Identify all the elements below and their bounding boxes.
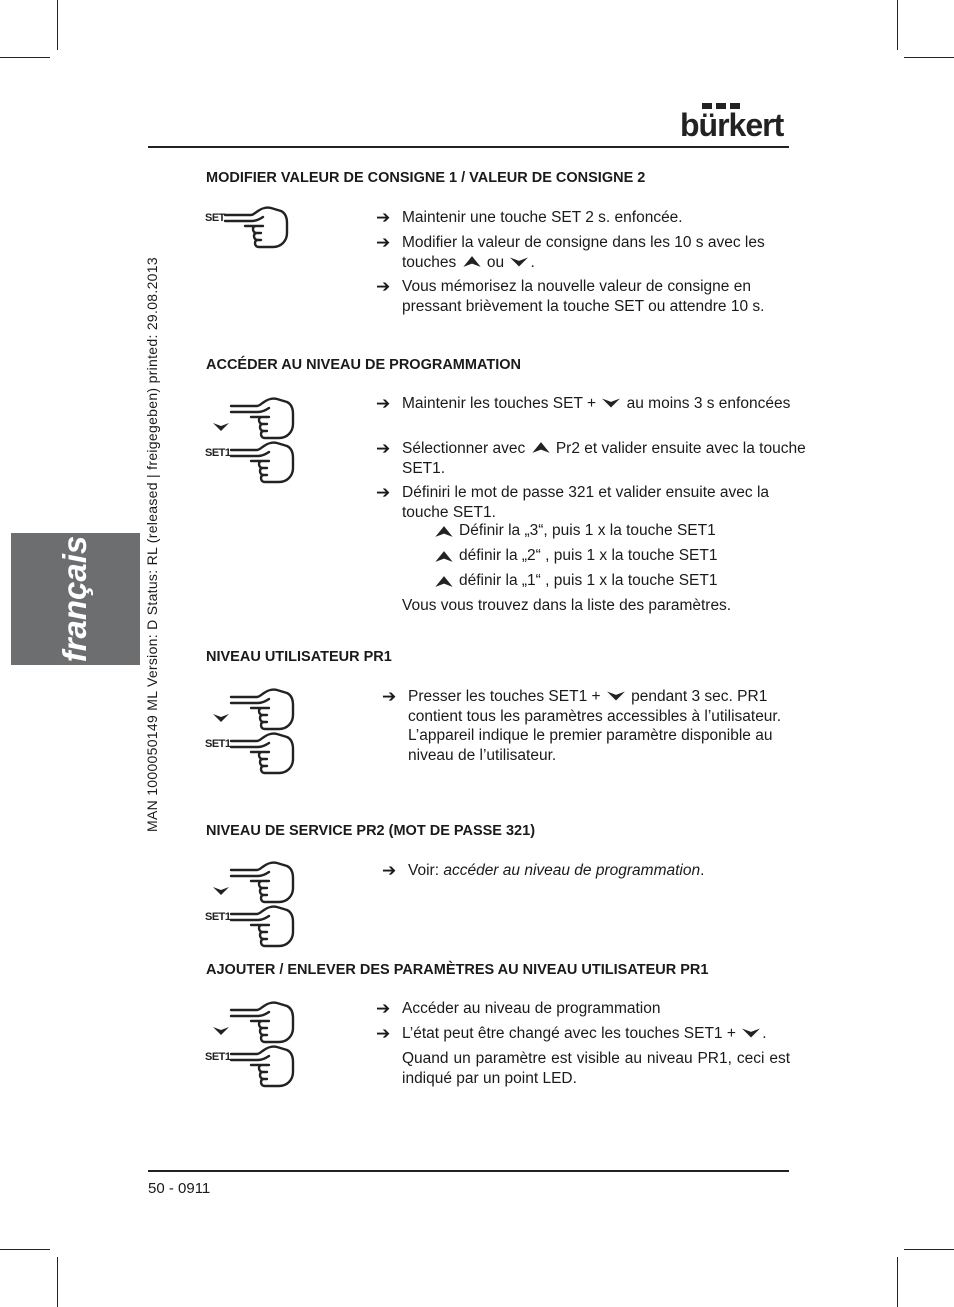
down-chevron-icon <box>213 422 229 432</box>
step: ➔ Sélectionner avec Pr2 et valider ensuite avec la touche SET1. <box>376 439 807 478</box>
set1-key-label: SET1 <box>205 738 231 750</box>
pointing-hand-icon <box>229 1000 297 1044</box>
down-chevron-icon <box>510 256 528 268</box>
link-text: accéder au niveau de programmation <box>443 862 701 879</box>
pointing-hand-icon <box>229 1044 297 1088</box>
step: ➔ Maintenir les touches SET + au moins 3 s enfoncées <box>376 394 802 414</box>
pointing-hand-icon <box>229 904 297 948</box>
pointing-hand-icon <box>229 396 297 440</box>
step: ➔ Modifier la valeur de consigne dans les 10 s avec les touches ou . <box>376 233 802 272</box>
section-heading: MODIFIER VALEUR DE CONSIGNE 1 / VALEUR DE CONSIGNE 2 <box>206 170 646 186</box>
set1-key-label: SET1 <box>205 447 231 459</box>
up-triangle-icon <box>463 255 481 268</box>
crop-mark <box>57 0 58 50</box>
step: ➔ Maintenir une touche SET 2 s. enfoncée. <box>376 208 802 228</box>
document-meta: MAN 1000050149 ML Version: D Status: RL (released | freigegeben) printed: 29.08.2013 <box>144 257 160 832</box>
down-chevron-icon <box>213 1026 229 1036</box>
page-number: 50 - 0911 <box>148 1180 211 1197</box>
section-heading: NIVEAU DE SERVICE PR2 (MOT DE PASSE 321) <box>206 823 536 839</box>
up-triangle-icon <box>435 525 453 538</box>
crop-mark <box>0 1249 50 1250</box>
crop-mark <box>0 57 50 58</box>
pointing-hand-icon <box>229 440 297 484</box>
language-tab <box>11 533 140 665</box>
up-triangle-icon <box>435 575 453 588</box>
pointing-hand-icon <box>229 731 297 775</box>
step: ➔ L’état peut être changé avec les touches SET1 + . <box>376 1024 817 1044</box>
sub-step: définir la „1“ , puis 1 x la touche SET1 <box>435 571 717 591</box>
note: Quand un paramètre est visible au niveau PR1, ceci est indiqué par un point LED. <box>402 1050 790 1087</box>
footer-rule <box>148 1170 789 1172</box>
up-triangle-icon <box>435 550 453 563</box>
pointing-hand-icon <box>229 687 297 731</box>
note: Vous vous trouvez dans la liste des paramètres. <box>402 597 732 614</box>
burkert-logo <box>680 103 792 143</box>
down-chevron-icon <box>213 886 229 896</box>
step: ➔ Presser les touches SET1 + pendant 3 sec. PR1 contient tous les paramètres accessibles à l’utilisateur. L’appareil indique le premier paramètre disponible au niveau de l’utilisateur. <box>382 687 798 765</box>
section-heading: NIVEAU UTILISATEUR PR1 <box>206 649 392 665</box>
step: ➔ Accéder au niveau de programmation <box>376 999 812 1019</box>
down-chevron-icon <box>607 690 625 702</box>
language-tab-label: français <box>56 535 93 663</box>
step: ➔ Vous mémorisez la nouvelle valeur de consigne en pressant brièvement la touche SET ou attendre 10 s. <box>376 277 802 316</box>
sub-step: Définir la „3“, puis 1 x la touche SET1 <box>435 521 716 541</box>
pointing-hand-icon <box>229 860 297 904</box>
down-chevron-icon <box>602 397 620 409</box>
logo-text: bürkert <box>680 107 784 143</box>
down-chevron-icon <box>742 1027 760 1039</box>
header-rule <box>148 146 789 148</box>
crop-mark <box>904 57 954 58</box>
set1-key-label: SET1 <box>205 1051 231 1063</box>
pointing-hand-icon <box>223 205 291 249</box>
up-triangle-icon <box>532 441 550 454</box>
sub-step: définir la „2“ , puis 1 x la touche SET1 <box>435 546 717 566</box>
section-heading: ACCÉDER AU NIVEAU DE PROGRAMMATION <box>206 357 521 373</box>
crop-mark <box>897 1257 898 1307</box>
down-chevron-icon <box>213 713 229 723</box>
step: ➔ Définiri le mot de passe 321 et valider ensuite avec la touche SET1. <box>376 483 812 522</box>
step: ➔ Voir: accéder au niveau de programmation. <box>382 861 798 881</box>
set-key-label: SET <box>205 212 225 224</box>
set1-key-label: SET1 <box>205 911 231 923</box>
crop-mark <box>904 1249 954 1250</box>
crop-mark <box>897 0 898 50</box>
crop-mark <box>57 1257 58 1307</box>
section-heading: AJOUTER / ENLEVER DES PARAMÈTRES AU NIVEAU UTILISATEUR PR1 <box>206 962 709 978</box>
